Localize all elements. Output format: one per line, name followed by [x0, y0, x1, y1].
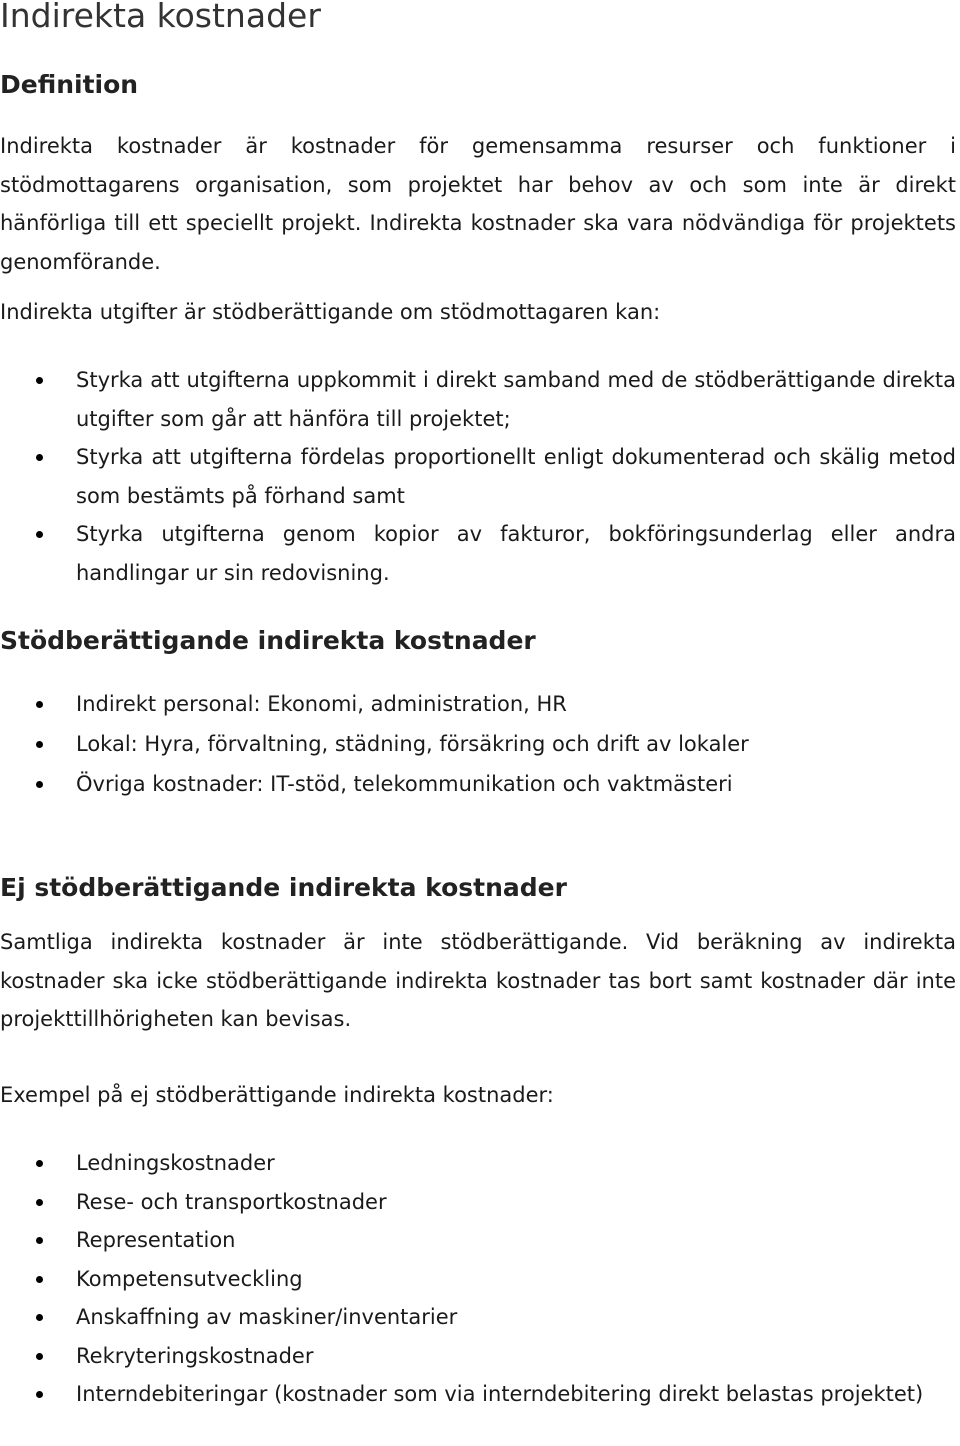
list-item: Styrka att utgifterna fördelas proportionellt enligt dokumenterad och skälig metod som bestämts på förhand samt — [0, 438, 956, 515]
list-item: Ledningskostnader — [0, 1144, 956, 1183]
list-item: Rese- och transportkostnader — [0, 1183, 956, 1222]
bullet-icon — [36, 1314, 43, 1321]
list-item: Indirekt personal: Ekonomi, administration, HR — [0, 684, 956, 724]
list-item: Representation — [0, 1221, 956, 1260]
criteria-intro: Indirekta utgifter är stödberättigande om stödmottagaren kan: — [0, 300, 661, 324]
examples-list — [0, 1144, 956, 1414]
list-item: Anskaffning av maskiner/inventarier — [0, 1298, 956, 1337]
definition-paragraph: Indirekta kostnader är kostnader för gemensamma resurser och funktioner i stödmottagarens organisation, som projektet har behov av och som inte är direkt hänförliga till ett speciellt projekt. Indirekta kostnader ska vara nödvändiga för projektets genomförande. — [0, 134, 956, 274]
list-item: Kompetensutveckling — [0, 1260, 956, 1299]
bullet-icon — [36, 1237, 43, 1244]
bullet-icon — [36, 377, 43, 384]
list-item: Lokal: Hyra, förvaltning, städning, försäkring och drift av lokaler — [0, 724, 956, 764]
bullet-icon — [36, 1353, 43, 1360]
ineligible-paragraph: Samtliga indirekta kostnader är inte stödberättigande. Vid beräkning av indirekta kostnader ska icke stödberättigande indirekta kostnader tas bort samt kostnader där inte projekttillhörigheten kan bevisas. — [0, 930, 956, 1031]
page-title: Indirekta kostnader — [0, 0, 321, 35]
eligible-list — [0, 684, 956, 804]
bullet-icon — [36, 1199, 43, 1206]
bullet-icon — [36, 1276, 43, 1283]
list-item: Styrka att utgifterna uppkommit i direkt samband med de stödberättigande direkta utgifter som går att hänföra till projektet; — [0, 361, 956, 438]
list-item: Övriga kostnader: IT-stöd, telekommunikation och vaktmästeri — [0, 764, 956, 804]
bullet-icon — [36, 1160, 43, 1167]
bullet-icon — [36, 454, 43, 461]
bullet-icon — [36, 741, 43, 748]
eligible-heading: Stödberättigande indirekta kostnader — [0, 626, 536, 655]
examples-intro: Exempel på ej stödberättigande indirekta kostnader: — [0, 1083, 554, 1107]
list-item: Interndebiteringar (kostnader som via interndebitering direkt belastas projektet) — [0, 1375, 956, 1414]
bullet-icon — [36, 531, 43, 538]
bullet-icon — [36, 1391, 43, 1398]
list-item: Rekryteringskostnader — [0, 1337, 956, 1376]
bullet-icon — [36, 701, 43, 708]
ineligible-heading: Ej stödberättigande indirekta kostnader — [0, 873, 567, 902]
definition-heading: Definition — [0, 70, 139, 99]
bullet-icon — [36, 781, 43, 788]
list-item: Styrka utgifterna genom kopior av fakturor, bokföringsunderlag eller andra handlingar ur sin redovisning. — [0, 515, 956, 592]
criteria-list — [0, 361, 956, 592]
